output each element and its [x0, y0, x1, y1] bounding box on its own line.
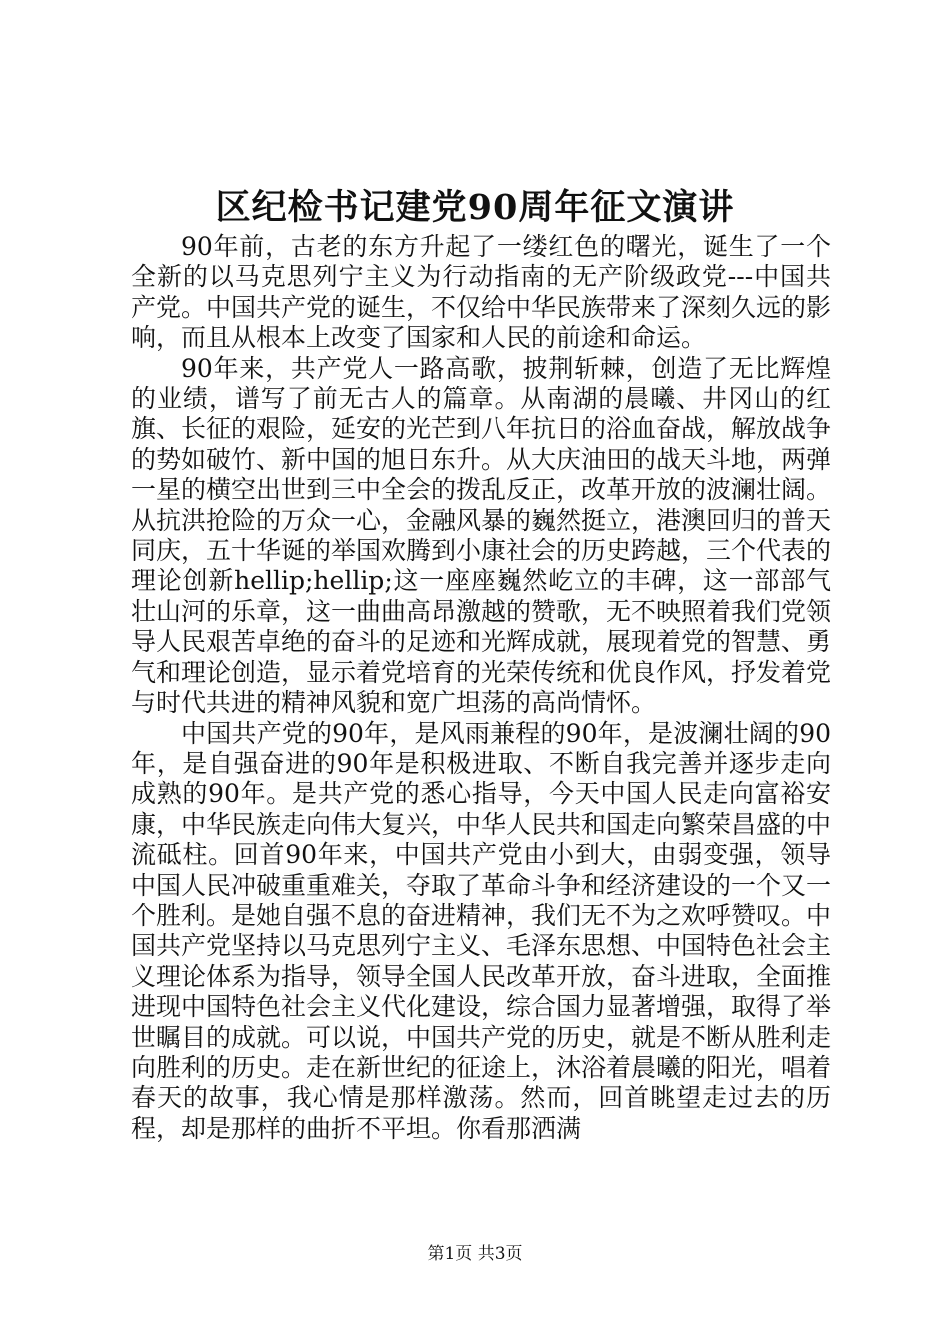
document-title: 区纪检书记建党90周年征文演讲: [215, 187, 735, 228]
paragraph-1: 90年前，古老的东方升起了一缕红色的曙光，诞生了一个全新的以马克思列宁主义为行动指南的无产阶级政党---中国共产党。中国共产党的诞生，不仅给中华民族带来了深刻久远的影响，而且从根本上改变了国家和人民的前途和命运。: [131, 232, 832, 353]
page-footer: 第1页 共3页: [427, 1244, 523, 1264]
document-body: [131, 232, 831, 1144]
paragraph-2: 90年来，共产党人一路高歌，披荆斩棘，创造了无比辉煌的业绩，谱写了前无古人的篇章。从南湖的晨曦、井冈山的红旗、长征的艰险，延安的光芒到八年抗日的浴血奋战，解放战争的势如破竹、新中国的旭日东升。从大庆油田的战天斗地，两弹一星的横空出世到三中全会的拨乱反正，改革开放的波澜壮阔。从抗洪抢险的万众一心，金融风暴的巍然挺立，港澳回归的普天同庆，五十华诞的举国欢腾到小康社会的历史跨越，三个代表的理论创新hellip;hellip;这一座座巍然屹立的丰碑，这一部部气壮山河的乐章，这一曲曲高昂激越的赞歌，无不映照着我们党领导人民艰苦卓绝的奋斗的足迹和光辉成就，展现着党的智慧、勇气和理论创造，显示着党培育的光荣传统和优良作风，抒发着党与时代共进的精神风貌和宽广坦荡的高尚情怀。: [131, 353, 832, 718]
paragraph-3: 中国共产党的90年，是风雨兼程的90年，是波澜壮阔的90年，是自强奋进的90年是积极进取、不断自我完善并逐步走向成熟的90年。是共产党的悉心指导，今天中国人民走向富裕安康，中华民族走向伟大复兴，中华人民共和国走向繁荣昌盛的中流砥柱。回首90年来，中国共产党由小到大，由弱变强，领导中国人民冲破重重难关，夺取了革命斗争和经济建设的一个又一个胜利。是她自强不息的奋进精神，我们无不为之欢呼赞叹。中国共产党坚持以马克思列宁主义、毛泽东思想、中国特色社会主义理论体系为指导，领导全国人民改革开放，奋斗进取，全面推进现中国特色社会主义代化建设，综合国力显著增强，取得了举世瞩目的成就。可以说，中国共产党的历史，就是不断从胜利走向胜利的历史。走在新世纪的征途上，沐浴着晨曦的阳光，唱着春天的故事，我心情是那样激荡。然而，回首眺望走过去的历程，却是那样的曲折不平坦。你看那洒满: [131, 718, 832, 1143]
